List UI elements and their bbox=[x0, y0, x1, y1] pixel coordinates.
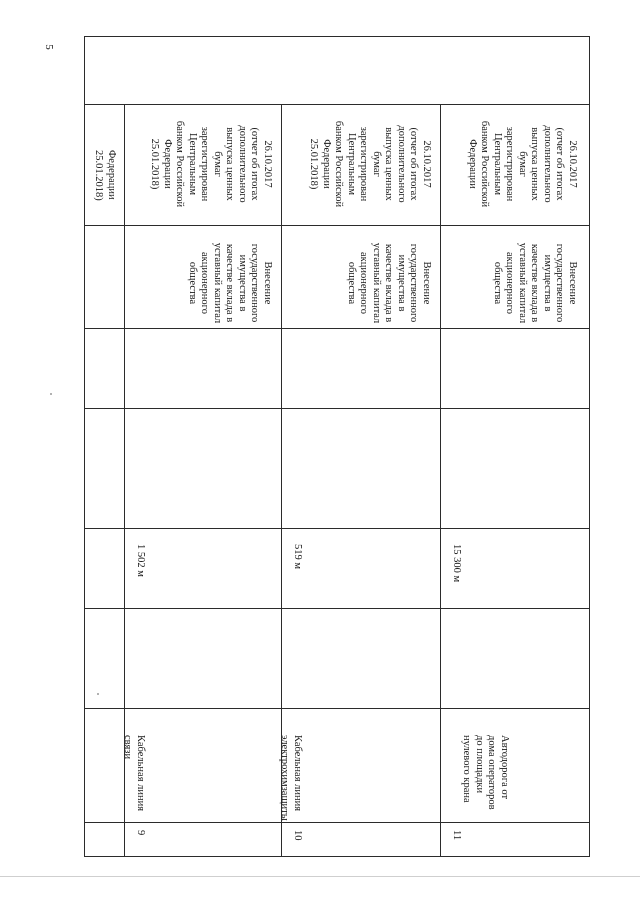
row-divider bbox=[84, 408, 590, 409]
row-divider bbox=[84, 608, 590, 609]
row-10-name: Кабельная линия электрохимзащиты bbox=[279, 735, 303, 821]
row-11-basis: Внесение государственного имущества в качестве вклада в уставный капитал акционерного общества bbox=[492, 242, 578, 324]
row-divider bbox=[84, 528, 590, 529]
row-11-date-doc: 26.10.2017 (отчет об итогах дополнительного выпуска ценных бумаг зарегистрирован Центральным банком Российской Федерации bbox=[467, 120, 578, 208]
row-9-basis: Внесение государственного имущества в качестве вклада в уставный капитал акционерного общества bbox=[187, 242, 273, 324]
row-divider bbox=[84, 104, 590, 105]
row-11-length: 15 300 м bbox=[451, 544, 462, 583]
page-bottom-edge bbox=[0, 876, 640, 877]
continued-date-doc: Федерации 25.01.2018) bbox=[93, 150, 117, 201]
row-10-number: 10 bbox=[292, 830, 303, 841]
table-border-top bbox=[84, 36, 590, 37]
row-10-length: 519 м bbox=[292, 544, 303, 570]
row-10-basis: Внесение государственного имущества в качестве вклада в уставный капитал акционерного общества bbox=[346, 242, 432, 324]
row-11-number: 11 bbox=[451, 830, 462, 841]
row-9-number: 9 bbox=[135, 830, 146, 836]
row-9-name: Кабельная линия связи bbox=[122, 735, 146, 812]
row-9-length: 1 502 м bbox=[135, 544, 146, 577]
row-divider bbox=[84, 225, 590, 226]
scan-speck bbox=[50, 393, 52, 395]
row-divider bbox=[84, 822, 590, 823]
row-11-name: Автодорога от дома операторов до площадки нулевого крана bbox=[461, 735, 510, 810]
row-divider bbox=[84, 708, 590, 709]
column-divider bbox=[440, 104, 441, 857]
row-9-date-doc: 26.10.2017 (отчет об итогах дополнительного выпуска ценных бумаг зарегистрирован Центральным банком Российской Федерации 25.01.2018) bbox=[149, 120, 273, 208]
row-10-date-doc: 26.10.2017 (отчет об итогах дополнительного выпуска ценных бумаг зарегистрирован Центральным банком Российской Федерации 25.01.2018) bbox=[308, 120, 432, 208]
page-number: 5 bbox=[43, 44, 55, 50]
table-border-right bbox=[589, 36, 590, 857]
table-border-left bbox=[84, 36, 85, 857]
scan-speck bbox=[97, 693, 99, 695]
table-border-bottom bbox=[84, 856, 590, 857]
row-divider bbox=[84, 328, 590, 329]
